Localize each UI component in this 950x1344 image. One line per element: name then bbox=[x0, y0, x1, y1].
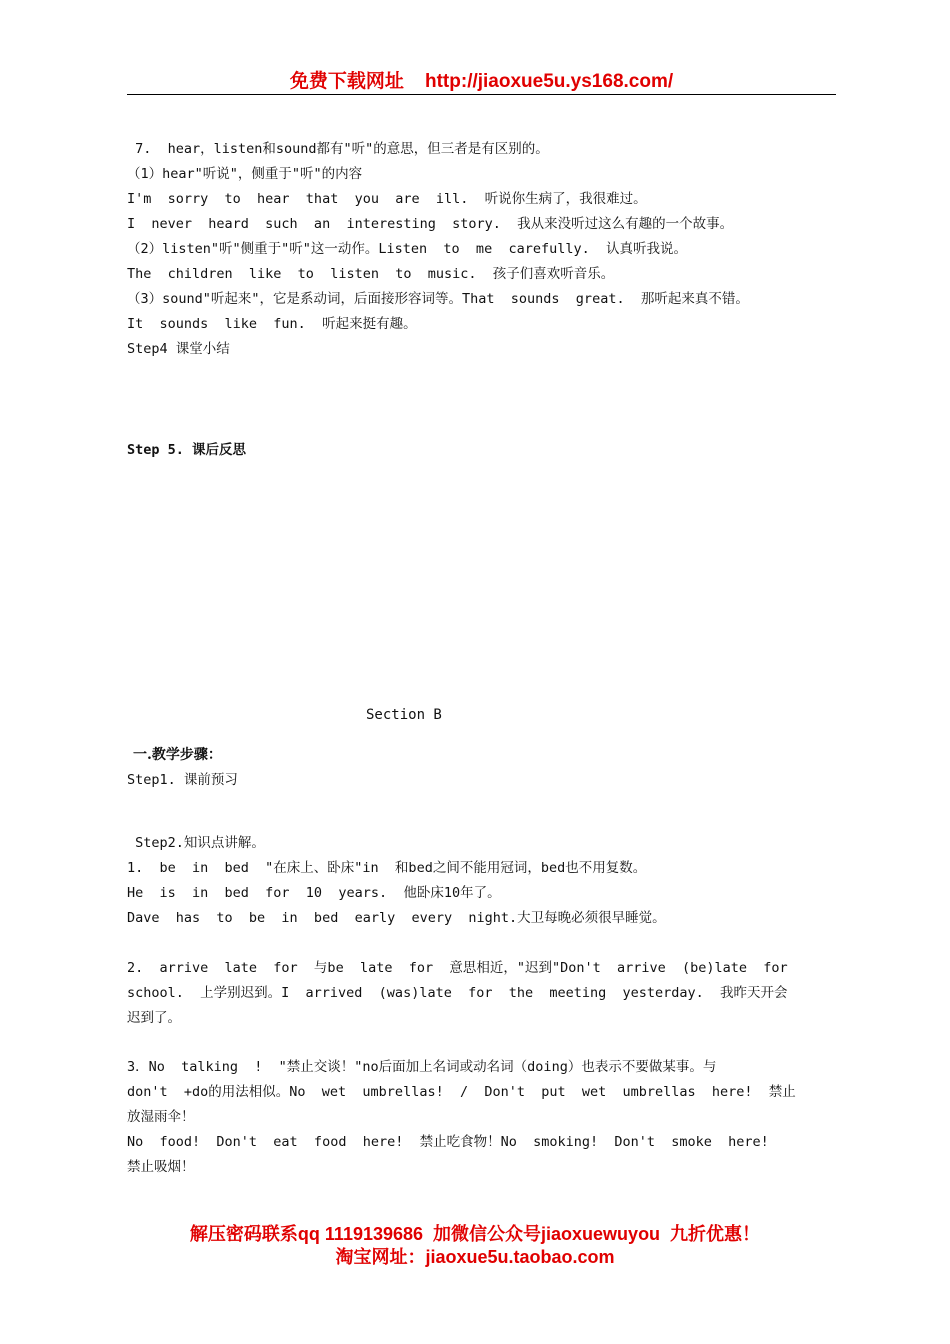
teaching-steps-heading: 一.教学步骤： bbox=[133, 747, 222, 763]
text-line: （2）listen"听"侧重于"听"这一动作。Listen to me carefully. 认真听我说。 bbox=[127, 241, 687, 257]
point1-line: Dave has to be in bed early every night.大卫每晚必须很早睡觉。 bbox=[127, 910, 666, 926]
point3-line: No food! Don't eat food here! 禁止吃食物！No smoking! Don't smoke here! bbox=[127, 1134, 769, 1150]
footer-contact: 解压密码联系qq 1119139686 加微信公众号jiaoxuewuyou 九折优惠！ bbox=[189, 1224, 761, 1244]
step1-heading: Step1. 课前预习 bbox=[127, 772, 238, 788]
page-header bbox=[127, 66, 836, 93]
text-line: （3）sound"听起来"，它是系动词，后面接形容词等。That sounds great. 那听起来真不错。 bbox=[127, 291, 749, 307]
header-url[interactable]: http://jiaoxue5u.ys168.com/ bbox=[425, 71, 674, 92]
point3-line: 禁止吸烟！ bbox=[127, 1159, 195, 1175]
step2-heading: Step2.知识点讲解。 bbox=[127, 835, 265, 851]
point3-line: don't +do的用法相似。No wet umbrellas! / Don't put wet umbrellas here! 禁止 bbox=[127, 1084, 796, 1100]
text-line: （1）hear"听说"，侧重于"听"的内容 bbox=[127, 166, 363, 182]
point1-line: He is in bed for 10 years. 他卧床10年了。 bbox=[127, 885, 501, 901]
point1-line: 1. be in bed "在床上、卧床"in 和bed之间不能用冠词，bed也不用复数。 bbox=[127, 860, 647, 876]
text-line: I never heard such an interesting story. 我从来没听过这么有趣的一个故事。 bbox=[127, 216, 734, 232]
point3-line: 放湿雨伞！ bbox=[127, 1109, 195, 1125]
text-line: The children like to listen to music. 孩子们喜欢听音乐。 bbox=[127, 266, 615, 282]
point2-line: 2. arrive late for 与be late for 意思相近，"迟到"Don't arrive (be)late for bbox=[127, 960, 788, 976]
section-b-title: Section B bbox=[366, 707, 442, 723]
text-line: I'm sorry to hear that you are ill. 听说你生病了，我很难过。 bbox=[127, 191, 647, 207]
header-title: 免费下载网址 bbox=[289, 71, 404, 92]
point2-line: school. 上学别迟到。I arrived (was)late for the meeting yesterday. 我昨天开会 bbox=[127, 985, 788, 1001]
text-line: 7. hear，listen和sound都有"听"的意思，但三者是有区别的。 bbox=[127, 141, 549, 157]
header-rule bbox=[127, 94, 836, 95]
footer-shop-url[interactable]: 淘宝网址：jiaoxue5u.taobao.com bbox=[335, 1247, 615, 1267]
point3-line: 3．No talking ! "禁止交谈！"no后面加上名词或动名词（doing）也表示不要做某事。与 bbox=[127, 1059, 717, 1075]
text-line: It sounds like fun. 听起来挺有趣。 bbox=[127, 316, 417, 332]
step5-heading: Step 5. 课后反思 bbox=[127, 442, 247, 458]
step4-heading: Step4 课堂小结 bbox=[127, 341, 230, 357]
point2-line: 迟到了。 bbox=[127, 1010, 181, 1026]
